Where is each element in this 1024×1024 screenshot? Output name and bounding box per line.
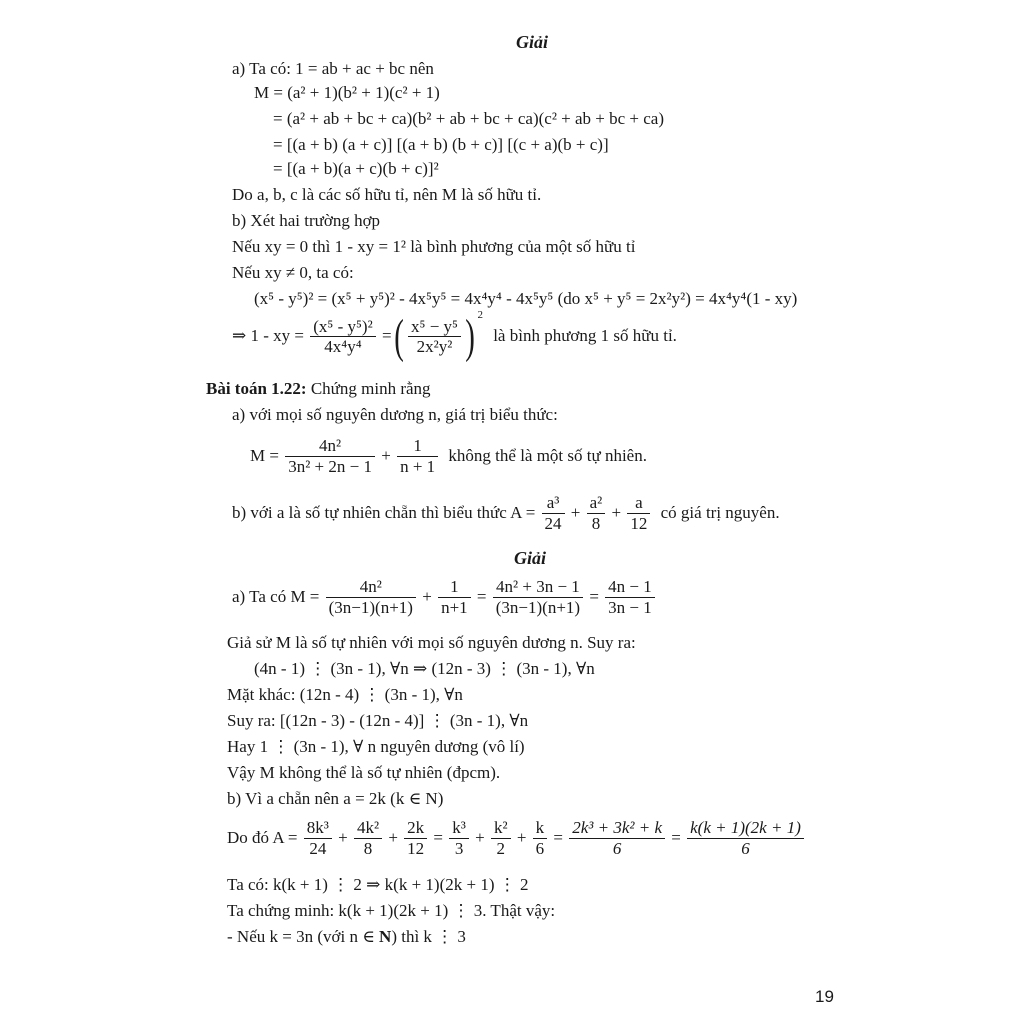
numerator: 4k²: [354, 818, 382, 839]
text-line: Hay 1 ⋮ (3n - 1), ∀ n nguyên dương (vô lí): [227, 737, 525, 756]
denominator: (3n−1)(n+1): [328, 597, 413, 617]
denominator: 4x⁴y⁴: [324, 337, 362, 357]
numerator: k²: [491, 818, 511, 839]
denominator: n + 1: [400, 456, 436, 476]
fraction: [533, 818, 548, 858]
fraction: [397, 436, 438, 476]
fraction: [627, 493, 650, 533]
eq-text: =: [553, 827, 564, 847]
text-line: Nếu xy ≠ 0, ta có:: [232, 263, 354, 282]
text-line: Do a, b, c là các số hữu tỉ, nên M là số hữu tỉ.: [232, 185, 542, 204]
denominator: 3: [454, 838, 464, 858]
eq-text: =: [589, 586, 599, 606]
fraction: [310, 317, 375, 357]
fraction: [408, 317, 461, 357]
fraction: [569, 818, 665, 858]
page-number: 19: [815, 987, 834, 1006]
fraction: [542, 493, 565, 533]
numerator: x⁵ − y⁵: [408, 317, 461, 338]
equation-line: [227, 818, 806, 858]
denominator: 2x²y²: [416, 337, 453, 357]
fraction: [285, 436, 375, 476]
denominator: n+1: [441, 597, 468, 617]
eq-text: =: [381, 326, 392, 346]
eq-text: M =: [250, 445, 279, 465]
text-line: Vậy M không thể là số tự nhiên (đpcm).: [227, 763, 501, 782]
eq-text: +: [570, 502, 581, 522]
equation-line: = [(a + b)(a + c)(b + c)]²: [273, 159, 439, 178]
equation-line: [232, 577, 657, 617]
problem-label: Bài toán 1.22:: [206, 379, 307, 398]
eq-text: =: [433, 827, 444, 847]
solution-heading: Giải: [516, 32, 549, 52]
fraction: [493, 577, 583, 617]
equation-line: [232, 309, 677, 363]
text-line: Giả sử M là số tự nhiên với mọi số nguyên dương n. Suy ra:: [227, 633, 636, 652]
fraction: [326, 577, 416, 617]
eq-text: b) với a là số tự nhiên chẵn thì biểu thức A =: [232, 502, 536, 522]
text-segment: ) thì k ⋮ 3: [391, 927, 466, 946]
natural-numbers-symbol: N: [379, 927, 392, 946]
text-line: b) Vì a chẵn nên a = 2k (k ∈ N): [227, 789, 444, 808]
solution-heading: Giải: [514, 548, 547, 568]
eq-text: +: [338, 827, 348, 847]
denominator: 12: [630, 513, 648, 533]
text-line: Mặt khác: (12n - 4) ⋮ (3n - 1), ∀n: [227, 685, 463, 704]
eq-text: +: [516, 827, 527, 847]
left-paren: (: [393, 310, 404, 363]
eq-text: không thể là một số tự nhiên.: [448, 445, 647, 465]
denominator: 24: [544, 513, 562, 533]
numerator: 4n² + 3n − 1: [493, 577, 583, 598]
text-segment: - Nếu k = 3n (với n ∈: [227, 927, 375, 946]
eq-text: +: [422, 586, 432, 606]
numerator: 4n²: [326, 577, 416, 598]
fraction: [438, 577, 471, 617]
exponent: 2: [477, 309, 483, 321]
numerator: k(k + 1)(2k + 1): [687, 818, 804, 839]
numerator: (x⁵ - y⁵)²: [310, 317, 375, 338]
eq-text: ⇒ 1 - xy =: [232, 326, 304, 346]
equation-line: [250, 436, 647, 476]
denominator: 12: [407, 838, 425, 858]
text-line: b) Xét hai trường hợp: [232, 211, 381, 230]
eq-text: là bình phương 1 số hữu tỉ.: [493, 326, 677, 346]
numerator: a³: [542, 493, 565, 514]
text-line: Suy ra: [(12n - 3) - (12n - 4)] ⋮ (3n - 1), ∀n: [227, 711, 529, 730]
eq-text: +: [475, 827, 485, 847]
numerator: k: [533, 818, 548, 839]
fraction: [354, 818, 382, 858]
denominator: 6: [612, 838, 622, 858]
fraction: [687, 818, 804, 858]
text-line: [227, 928, 466, 947]
fraction: [404, 818, 427, 858]
fraction: [605, 577, 655, 617]
problem-statement: Chứng minh rằng: [310, 379, 431, 398]
eq-text: a) Ta có M =: [232, 586, 320, 606]
denominator: 24: [309, 838, 327, 858]
problem-title: [206, 380, 431, 399]
eq-text: Do đó A =: [227, 827, 298, 847]
eq-text: +: [611, 502, 622, 522]
fraction: [449, 818, 469, 858]
numerator: 4n²: [285, 436, 375, 457]
numerator: 2k³ + 3k² + k: [569, 818, 665, 839]
eq-text: có giá trị nguyên.: [660, 502, 780, 522]
right-paren: ): [465, 310, 476, 363]
equation-line: [232, 493, 780, 533]
numerator: 2k: [404, 818, 427, 839]
equation-line: = [(a + b) (a + c)] [(a + b) (b + c)] [(c + a)(b + c)]: [273, 135, 609, 154]
numerator: 1: [438, 577, 471, 598]
numerator: k³: [449, 818, 469, 839]
denominator: 6: [535, 838, 545, 858]
equation-line: (4n - 1) ⋮ (3n - 1), ∀n ⇒ (12n - 3) ⋮ (3n - 1), ∀n: [254, 659, 595, 678]
text-line: Nếu xy = 0 thì 1 - xy = 1² là bình phương của một số hữu tỉ: [232, 237, 636, 256]
numerator: a²: [587, 493, 606, 514]
text-line: a) Ta có: 1 = ab + ac + bc nên: [232, 59, 434, 78]
denominator: 3n² + 2n − 1: [288, 456, 372, 476]
text-line: Ta chứng minh: k(k + 1)(2k + 1) ⋮ 3. Thật vậy:: [227, 901, 556, 920]
fraction: [304, 818, 332, 858]
fraction: [491, 818, 511, 858]
equation-line: (x⁵ - y⁵)² = (x⁵ + y⁵)² - 4x⁵y⁵ = 4x⁴y⁴ - 4x⁵y⁵ (do x⁵ + y⁵ = 2x²y²) = 4x⁴y⁴(1 - xy): [254, 289, 798, 308]
eq-text: =: [671, 827, 681, 847]
text-line: Ta có: k(k + 1) ⋮ 2 ⇒ k(k + 1)(2k + 1) ⋮ 2: [227, 875, 529, 894]
denominator: 3n − 1: [608, 597, 652, 617]
equation-line: = (a² + ab + bc + ca)(b² + ab + bc + ca)(c² + ab + bc + ca): [273, 109, 665, 128]
equation-line: M = (a² + 1)(b² + 1)(c² + 1): [254, 83, 440, 102]
denominator: 2: [496, 838, 506, 858]
text-line: a) với mọi số nguyên dương n, giá trị biểu thức:: [232, 405, 558, 424]
eq-text: +: [381, 445, 391, 465]
denominator: 6: [741, 838, 750, 858]
denominator: 8: [591, 513, 601, 533]
fraction: [587, 493, 606, 533]
denominator: 8: [363, 838, 373, 858]
numerator: 8k³: [304, 818, 332, 839]
eq-text: =: [476, 586, 487, 606]
numerator: a: [627, 493, 650, 514]
eq-text: +: [388, 827, 398, 847]
numerator: 1: [397, 436, 438, 457]
numerator: 4n − 1: [605, 577, 655, 598]
denominator: (3n−1)(n+1): [495, 597, 581, 617]
